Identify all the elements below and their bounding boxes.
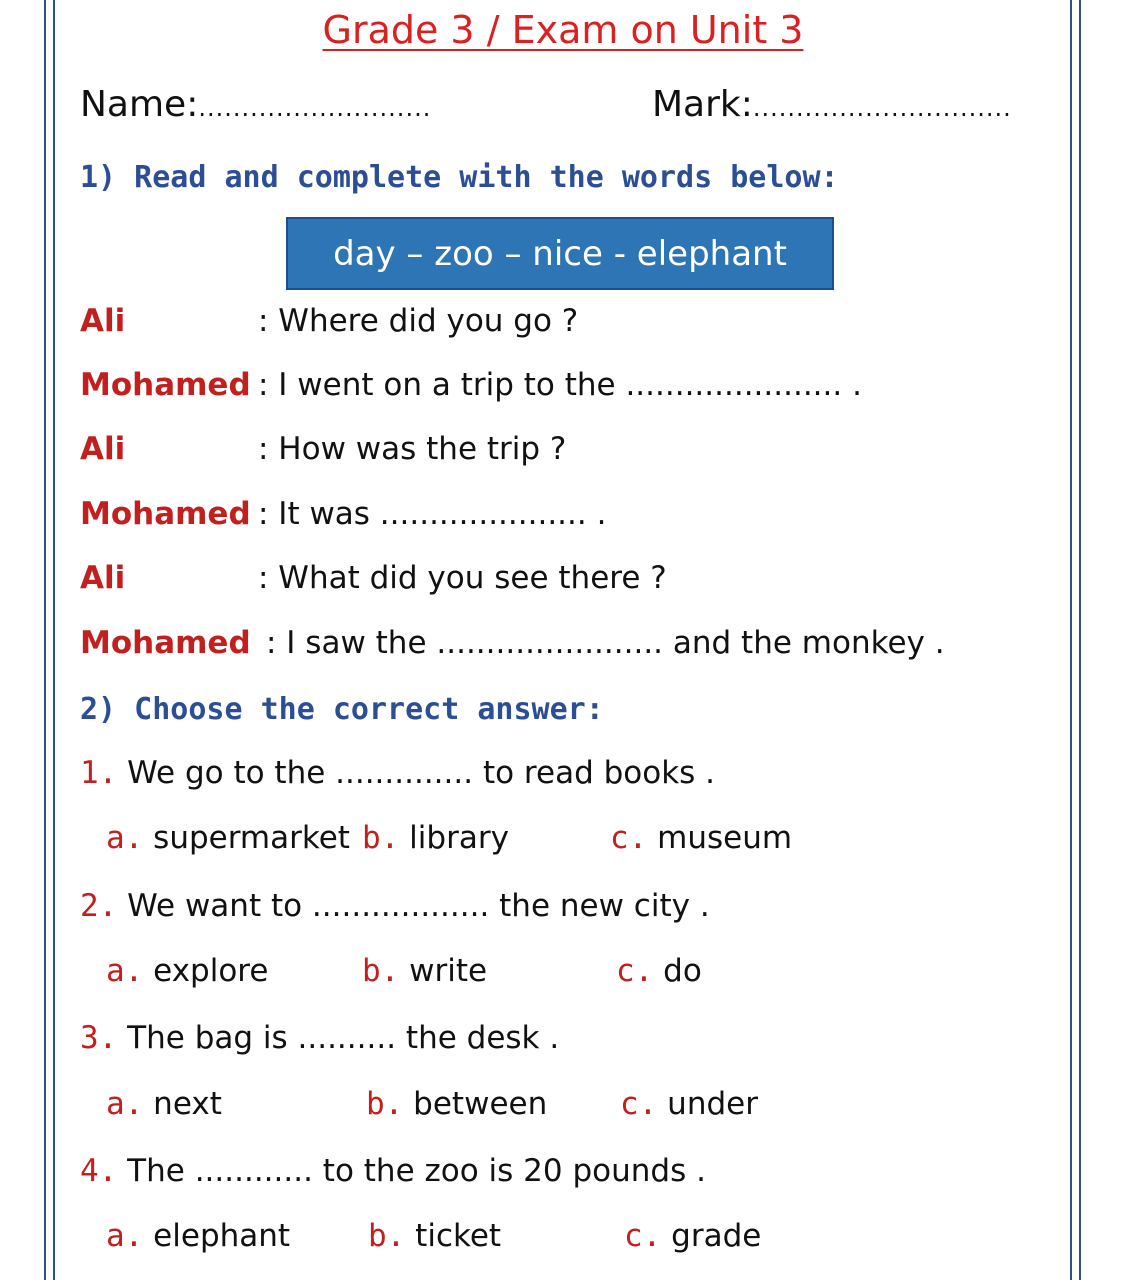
dialogue-text[interactable]: : It was ..................... . bbox=[258, 496, 607, 532]
option-letter: c. bbox=[610, 820, 648, 856]
page-border-right bbox=[1070, 0, 1081, 1280]
question-number: 2. bbox=[80, 888, 118, 924]
option-text: museum bbox=[647, 820, 793, 856]
question-2 bbox=[80, 888, 710, 924]
dialogue-text[interactable]: : I went on a trip to the ...................... . bbox=[258, 367, 862, 403]
mark-field[interactable] bbox=[652, 84, 1012, 125]
option-letter: a. bbox=[106, 1086, 144, 1122]
option-letter: b. bbox=[362, 820, 400, 856]
option-letter: b. bbox=[362, 953, 400, 989]
dialogue-text: : What did you see there ? bbox=[258, 560, 667, 596]
option-b[interactable] bbox=[366, 1086, 547, 1122]
option-text: next bbox=[143, 1086, 222, 1122]
option-letter: a. bbox=[106, 820, 144, 856]
page-border-left bbox=[44, 0, 55, 1280]
speaker-name: Ali bbox=[80, 303, 126, 339]
option-letter: b. bbox=[366, 1086, 404, 1122]
option-text: ticket bbox=[405, 1218, 502, 1254]
mark-label: Mark: bbox=[652, 84, 753, 125]
option-text: library bbox=[399, 820, 509, 856]
speaker-name: Ali bbox=[80, 560, 126, 596]
question-number: 1. bbox=[80, 755, 118, 791]
option-text: under bbox=[657, 1086, 758, 1122]
mark-blank[interactable]: .............................. bbox=[752, 94, 1012, 122]
question-text[interactable]: The ............ to the zoo is 20 pounds . bbox=[117, 1153, 706, 1189]
exam-title-text: Grade 3 / Exam on Unit 3 bbox=[322, 8, 804, 52]
option-letter: a. bbox=[106, 1218, 144, 1254]
option-a[interactable] bbox=[106, 1218, 290, 1254]
option-text: supermarket bbox=[143, 820, 350, 856]
word-bank-box bbox=[286, 217, 834, 290]
speaker-name: Mohamed bbox=[80, 496, 251, 532]
section1-heading: 1) Read and complete with the words below: bbox=[80, 160, 839, 195]
question-1 bbox=[80, 755, 715, 791]
question-4 bbox=[80, 1153, 706, 1189]
option-b[interactable] bbox=[362, 820, 509, 856]
dialogue-line bbox=[80, 625, 1040, 675]
option-a[interactable] bbox=[106, 820, 350, 856]
dialogue-line bbox=[80, 560, 1040, 610]
option-text: do bbox=[653, 953, 702, 989]
option-letter: c. bbox=[616, 953, 654, 989]
option-letter: a. bbox=[106, 953, 144, 989]
option-a[interactable] bbox=[106, 1086, 222, 1122]
option-c[interactable] bbox=[624, 1218, 761, 1254]
option-text: explore bbox=[143, 953, 269, 989]
dialogue-line bbox=[80, 367, 1040, 417]
option-c[interactable] bbox=[616, 953, 702, 989]
word-bank-text: day – zoo – nice - elephant bbox=[333, 233, 787, 274]
option-b[interactable] bbox=[368, 1218, 501, 1254]
speaker-name: Mohamed bbox=[80, 625, 251, 661]
speaker-name: Mohamed bbox=[80, 367, 251, 403]
question-text[interactable]: We want to .................. the new city . bbox=[117, 888, 710, 924]
name-field[interactable] bbox=[80, 84, 431, 125]
exam-title bbox=[0, 8, 1126, 52]
option-text: elephant bbox=[143, 1218, 291, 1254]
dialogue-text: : Where did you go ? bbox=[258, 303, 579, 339]
question-number: 4. bbox=[80, 1153, 118, 1189]
name-blank[interactable]: ........................... bbox=[198, 94, 432, 122]
option-c[interactable] bbox=[620, 1086, 758, 1122]
option-letter: b. bbox=[368, 1218, 406, 1254]
dialogue-text[interactable]: : I saw the ....................... and the monkey . bbox=[266, 625, 945, 661]
question-text[interactable]: We go to the .............. to read books . bbox=[117, 755, 716, 791]
option-text: write bbox=[399, 953, 488, 989]
question-text[interactable]: The bag is .......... the desk . bbox=[117, 1020, 560, 1056]
option-b[interactable] bbox=[362, 953, 487, 989]
option-c[interactable] bbox=[610, 820, 792, 856]
name-label: Name: bbox=[80, 84, 199, 125]
option-letter: c. bbox=[624, 1218, 662, 1254]
dialogue-line bbox=[80, 303, 1040, 353]
dialogue-text: : How was the trip ? bbox=[258, 431, 567, 467]
question-3 bbox=[80, 1020, 559, 1056]
option-text: between bbox=[403, 1086, 548, 1122]
speaker-name: Ali bbox=[80, 431, 126, 467]
option-letter: c. bbox=[620, 1086, 658, 1122]
dialogue-line bbox=[80, 496, 1040, 546]
question-number: 3. bbox=[80, 1020, 118, 1056]
section2-heading: 2) Choose the correct answer: bbox=[80, 692, 604, 727]
dialogue-line bbox=[80, 431, 1040, 481]
option-a[interactable] bbox=[106, 953, 268, 989]
option-text: grade bbox=[661, 1218, 762, 1254]
